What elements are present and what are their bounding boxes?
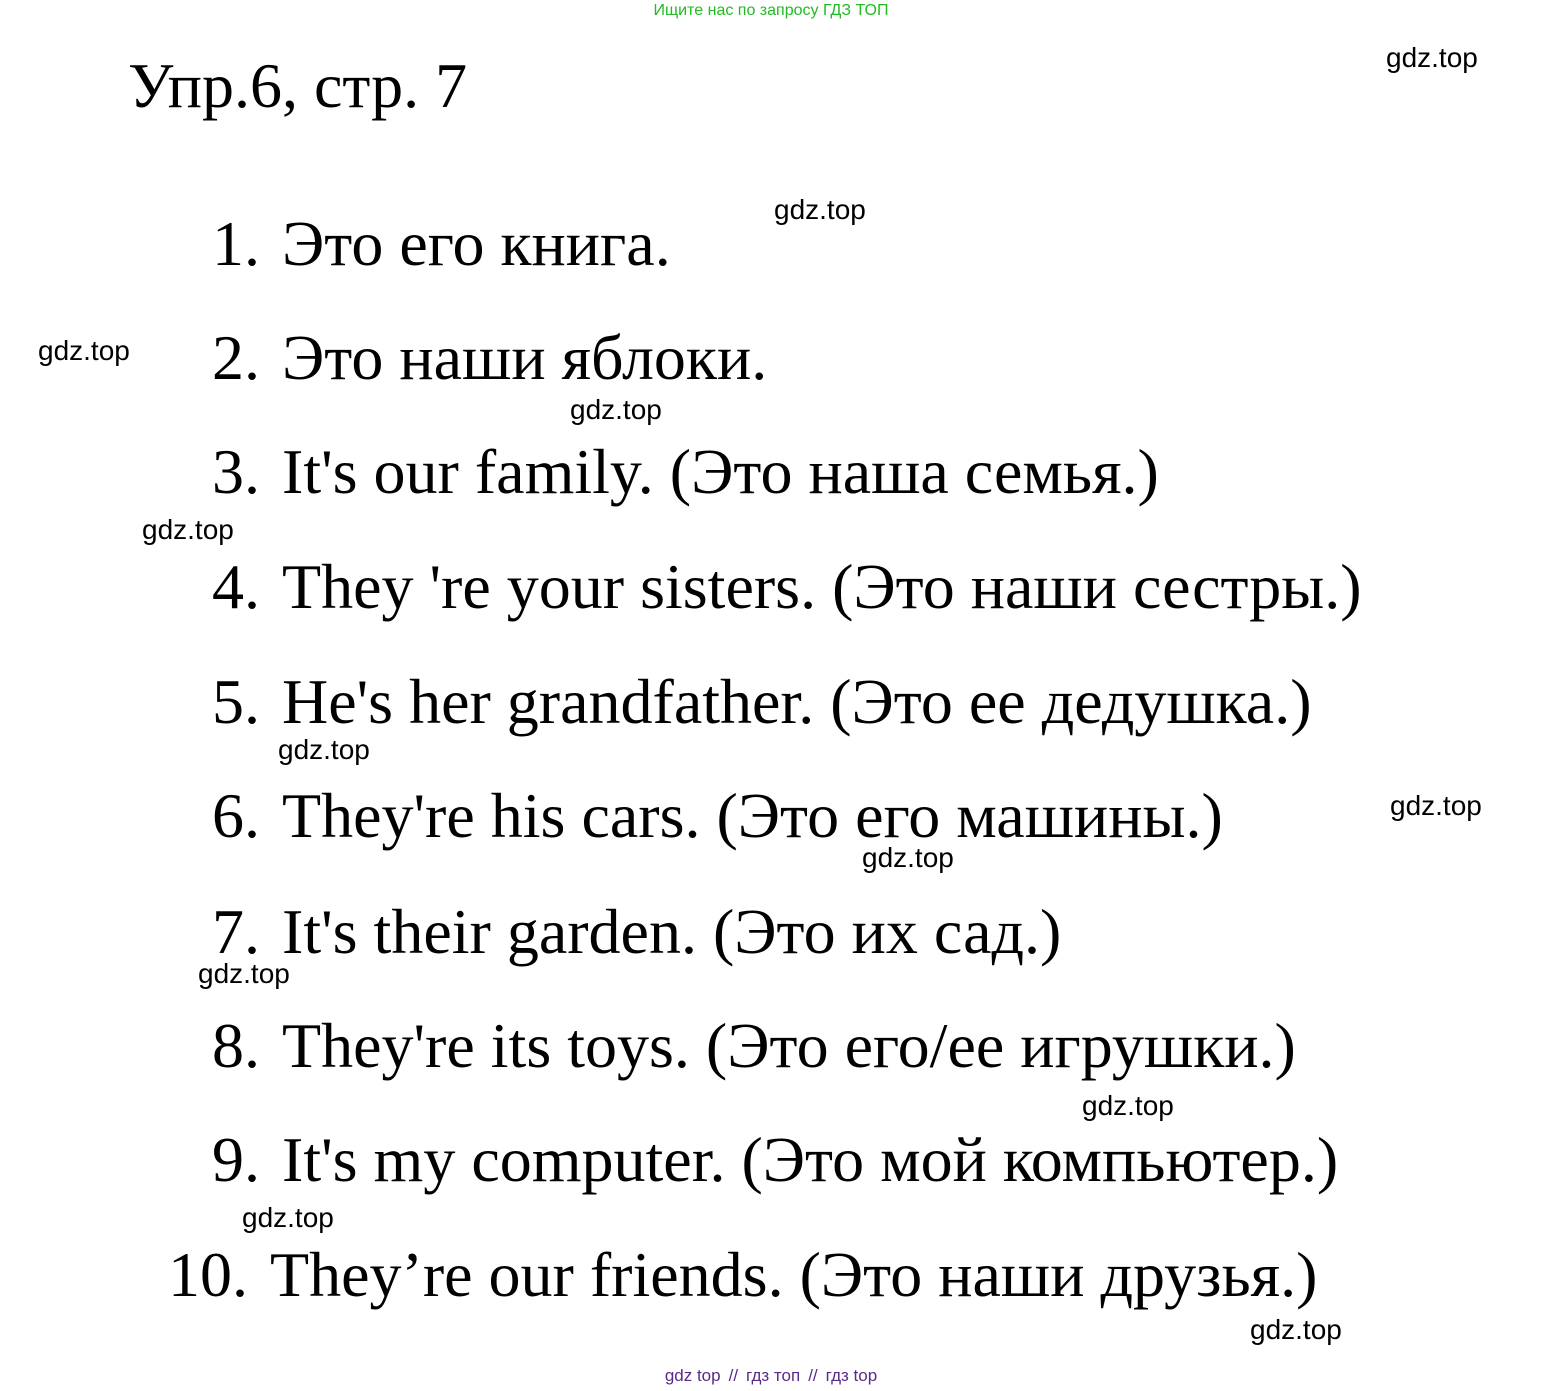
watermark: gdz.top: [242, 1202, 334, 1233]
list-item: [212, 1010, 1296, 1081]
watermark: gdz.top: [278, 734, 370, 765]
item-text: They’re our friends. (Это наши друзья.): [270, 1239, 1318, 1310]
footer-link[interactable]: гдз top: [825, 1366, 878, 1385]
watermark: gdz.top: [1082, 1090, 1174, 1121]
footer-link[interactable]: гдз топ: [746, 1366, 801, 1385]
page-title: Упр.6, стр. 7: [128, 50, 468, 121]
list-item: [212, 208, 671, 279]
item-text: They're its toys. (Это его/ее игрушки.): [282, 1010, 1296, 1081]
item-text: Это наши яблоки.: [282, 322, 768, 393]
item-number: 2.: [212, 322, 260, 393]
list-item: [212, 322, 768, 393]
item-number: 4.: [212, 551, 260, 622]
list-item: [212, 780, 1223, 851]
list-item: [212, 551, 1362, 622]
watermark: gdz.top: [38, 335, 130, 366]
watermark: gdz.top: [1250, 1314, 1342, 1345]
watermark: gdz.top: [198, 958, 290, 989]
watermark: gdz.top: [1386, 42, 1478, 73]
item-text: It's our family. (Это наша семья.): [282, 436, 1159, 507]
list-item: [212, 896, 1062, 967]
item-number: 6.: [212, 780, 260, 851]
item-text: They're his cars. (Это его машины.): [282, 780, 1223, 851]
item-number: 8.: [212, 1010, 260, 1081]
footer-links: [0, 1366, 1542, 1386]
watermark: gdz.top: [1390, 790, 1482, 821]
list-item: [168, 1239, 1318, 1310]
item-text: They 're your sisters. (Это наши сестры.): [282, 551, 1362, 622]
item-text: It's their garden. (Это их сад.): [282, 896, 1062, 967]
watermark: gdz.top: [142, 514, 234, 545]
item-number: 3.: [212, 436, 260, 507]
item-text: It's my computer. (Это мой компьютер.): [282, 1124, 1339, 1195]
item-number: 9.: [212, 1124, 260, 1195]
footer-link[interactable]: gdz top: [664, 1366, 721, 1385]
item-text: Это его книга.: [282, 208, 671, 279]
item-number: 5.: [212, 666, 260, 737]
item-number: 7.: [212, 896, 260, 967]
watermark: gdz.top: [862, 842, 954, 873]
watermark: gdz.top: [774, 194, 866, 225]
top-banner: Ищите нас по запросу ГДЗ ТОП: [653, 2, 889, 19]
item-number: 10.: [168, 1239, 248, 1310]
list-item: [212, 666, 1312, 737]
list-item: [212, 436, 1159, 507]
footer-separator: //: [728, 1366, 739, 1385]
list-item: [212, 1124, 1339, 1195]
item-number: 1.: [212, 208, 260, 279]
item-text: He's her grandfather. (Это ее дедушка.): [282, 666, 1312, 737]
watermark: gdz.top: [570, 394, 662, 425]
footer-separator: //: [808, 1366, 818, 1385]
